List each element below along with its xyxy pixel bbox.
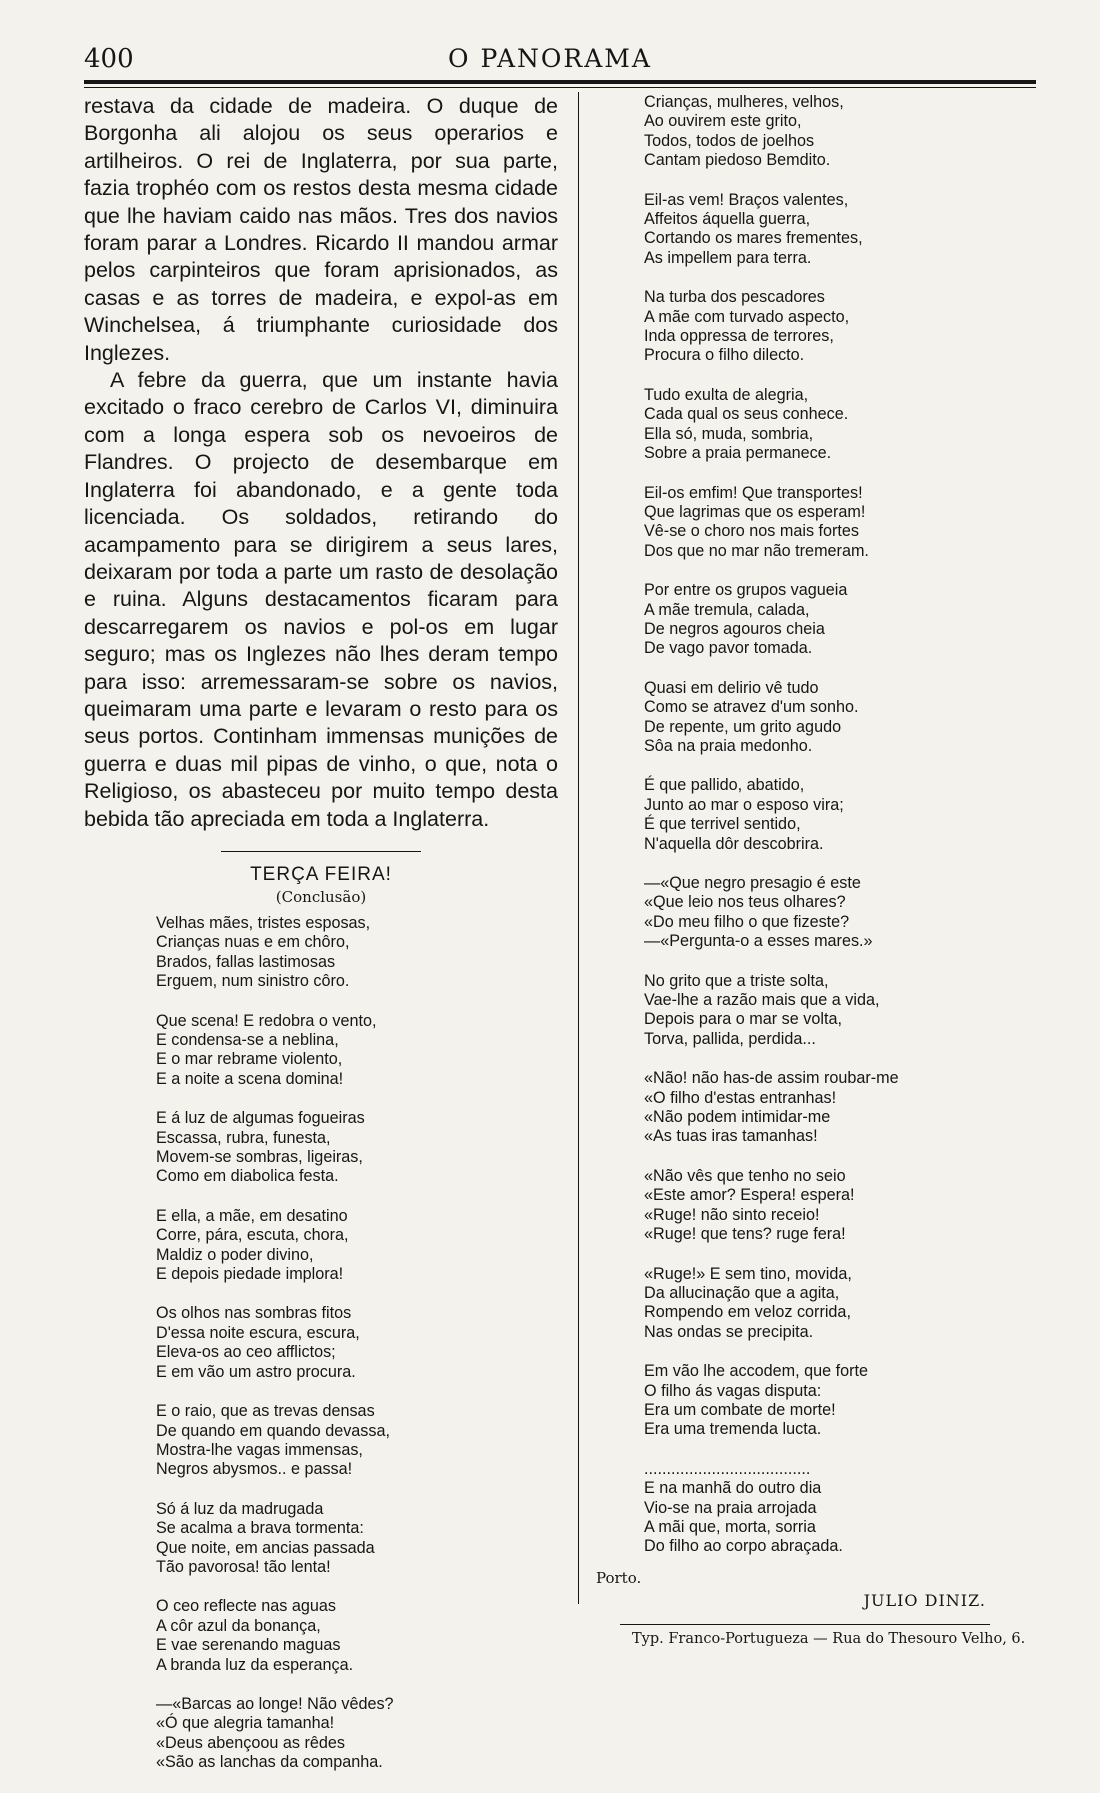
poem-line: Mostra-lhe vagas immensas,	[156, 1440, 363, 1459]
poem-line: «Este amor? Espera! espera!	[644, 1186, 855, 1205]
poem-line: A mãe tremula, calada,	[644, 600, 810, 619]
poem-line: Rompendo em veloz corrida,	[644, 1303, 851, 1322]
poem-line: «Do meu filho o que fizeste?	[644, 912, 850, 931]
poem-stanza	[644, 972, 1036, 1050]
poem-line: No grito que a triste solta,	[644, 971, 829, 990]
poem-stanza	[156, 1207, 558, 1285]
poem-line: Só á luz da madrugada	[156, 1499, 324, 1518]
poem-line: O filho ás vagas disputa:	[644, 1381, 822, 1400]
poem-line: Que scena! E redobra o vento,	[156, 1011, 377, 1030]
poem-stanza	[644, 1167, 1036, 1245]
poem-line: «As tuas iras tamanhas!	[644, 1127, 818, 1146]
poem-line: Eil-os emfim! Que transportes!	[644, 483, 863, 502]
poem-stanza	[644, 581, 1036, 659]
poem-line: Quasi em delirio vê tudo	[644, 678, 819, 697]
poem-line: Como se atravez d'um sonho.	[644, 698, 859, 717]
poem-line: Em vão lhe accodem, que forte	[644, 1362, 869, 1381]
header-rule-thin	[84, 87, 1036, 88]
poem-author-signature: JULIO DINIZ.	[863, 1590, 986, 1610]
poem-stanza	[644, 288, 1036, 366]
poem-line: É que pallido, abatido,	[644, 776, 805, 795]
poem-line: «Ruge!» E sem tino, movida,	[644, 1264, 852, 1283]
poem-line: Vê-se o choro nos mais fortes	[644, 522, 860, 541]
header-rule-thick	[84, 80, 1036, 84]
poem-line: Da allucinação que a agita,	[644, 1283, 840, 1302]
poem-line: N'aquella dôr descobrira.	[644, 834, 824, 853]
poem-line: Velhas mães, tristes esposas,	[156, 913, 371, 932]
poem-stanza	[156, 1402, 558, 1480]
page-number: 400	[84, 44, 134, 74]
poem-line: Todos, todos de joelhos	[644, 131, 815, 150]
poem-line: «Ruge! não sinto receio!	[644, 1205, 820, 1224]
poem-line: Eil-as vem! Braços valentes,	[644, 190, 849, 209]
poem-line: «O filho d'estas entranhas!	[644, 1088, 837, 1107]
poem-line: Como em diabolica festa.	[156, 1167, 339, 1186]
poem-line: Tudo exulta de alegria,	[644, 385, 809, 404]
poem-stanza	[156, 1109, 558, 1187]
poem-stanza	[156, 1500, 558, 1578]
poem-line: D'essa noite escura, escura,	[156, 1323, 360, 1342]
poem-line: «Ruge! que tens? ruge fera!	[644, 1225, 846, 1244]
poem-line: Dos que no mar não tremeram.	[644, 541, 869, 560]
poem-line: «Que leio nos teus olhares?	[644, 893, 846, 912]
poem-line: Cantam piedoso Bemdito.	[644, 151, 831, 170]
right-column	[596, 93, 1036, 1647]
poem-line: Procura o filho dilecto.	[644, 346, 805, 365]
poem-line: E vae serenando maguas	[156, 1636, 341, 1655]
poem-line: Na turba dos pescadores	[644, 288, 825, 307]
poem-line: Sôa na praia medonho.	[644, 736, 813, 755]
poem-right-stanzas	[596, 93, 1036, 1557]
poem-line: Era uma tremenda lucta.	[644, 1420, 822, 1439]
poem-line: Affeitos áquella guerra,	[644, 210, 811, 229]
poem-line: Cada qual os seus conhece.	[644, 405, 849, 424]
poem-line: E á luz de algumas fogueiras	[156, 1109, 365, 1128]
poem-stanza	[644, 1069, 1036, 1147]
poem-place: Porto.	[596, 1568, 642, 1587]
poem-line: Por entre os grupos vagueia	[644, 581, 848, 600]
poem-line: Crianças nuas e em chôro,	[156, 933, 350, 952]
poem-stanza	[644, 1362, 1036, 1440]
article-paragraph: A febre da guerra, que um instante havia excitado o fraco cerebro de Carlos VI, diminuira com a longa espera sob os nevoeiros de Flandres. O projecto de desembarque em Inglaterra foi abandonado, e a gente toda licenciada. Os soldados, retirando do acampamento para se dirigirem a seus lares, deixaram por toda a parte um rasto de desolação e ruina. Alguns destacamentos ficaram para descarregarem os navios e pol-os em lugar seguro; mas os Inglezes não lhes deram tempo para isso: arremessaram-se sobre os navios, queimaram uma parte e levaram o resto para os seus portos. Continham immensas munições de guerra e duas mil pipas de vinho, o que, nota o Religioso, os abasteceu por muito tempo desta bebida tão apreciada em toda a Inglaterra.	[84, 368, 558, 831]
poem-line: O ceo reflecte nas aguas	[156, 1597, 336, 1616]
poem-line: Sobre a praia permanece.	[644, 444, 832, 463]
poem-stanza	[644, 679, 1036, 757]
poem-line: Ella só, muda, sombria,	[644, 424, 814, 443]
poem-stanza	[644, 1460, 1036, 1557]
poem-line: Depois para o mar se volta,	[644, 1010, 842, 1029]
poem-line: Escassa, rubra, funesta,	[156, 1128, 331, 1147]
poem-line: E o raio, que as trevas densas	[156, 1402, 375, 1421]
poem-line: Ao ouvirem este grito,	[644, 112, 802, 131]
poem-line: —«Barcas ao longe! Não vêdes?	[156, 1694, 394, 1713]
poem-line: Crianças, mulheres, velhos,	[644, 93, 844, 111]
poem-line: «Não vês que tenho no seio	[644, 1166, 846, 1185]
poem-line: Maldiz o poder divino,	[156, 1245, 314, 1264]
poem-line: E o mar rebrame violento,	[156, 1050, 343, 1069]
poem-line: De quando em quando devassa,	[156, 1421, 390, 1440]
poem-stanza	[156, 914, 558, 992]
poem-stanza	[644, 874, 1036, 952]
left-column	[84, 93, 558, 1793]
poem-line: E depois piedade implora!	[156, 1265, 344, 1284]
poem-stanza	[156, 1304, 558, 1382]
poem-line: Vio-se na praia arrojada	[644, 1498, 817, 1517]
poem-stanza	[156, 1012, 558, 1090]
poem-line: Erguem, num sinistro côro.	[156, 972, 350, 991]
poem-line: Eleva-os ao ceo afflictos;	[156, 1343, 336, 1362]
poem-line: Se acalma a brava tormenta:	[156, 1519, 364, 1538]
column-divider	[578, 92, 579, 1604]
poem-line: Nas ondas se precipita.	[644, 1322, 814, 1341]
poem-line: Torva, pallida, perdida...	[644, 1029, 816, 1048]
poem-stanza	[644, 191, 1036, 269]
poem-stanza	[644, 776, 1036, 854]
poem-stanza	[644, 1265, 1036, 1343]
poem-line: E em vão um astro procura.	[156, 1362, 356, 1381]
poem-line: As impellem para terra.	[644, 248, 812, 267]
poem-line: De negros agouros cheia	[644, 619, 825, 638]
poem-line: A mãi que, morta, sorria	[644, 1517, 816, 1536]
poem-line: Negros abysmos.. e passa!	[156, 1460, 353, 1479]
poem-line: E condensa-se a neblina,	[156, 1031, 339, 1049]
poem-line: «Ó que alegria tamanha!	[156, 1714, 335, 1733]
article-text	[84, 93, 558, 833]
poem-stanza	[156, 1597, 558, 1675]
poem-line: A branda luz da esperança.	[156, 1655, 354, 1674]
printer-imprint: Typ. Franco-Portugueza — Rua do Thesouro Velho, 6.	[632, 1630, 1026, 1647]
poem-line: E a noite a scena domina!	[156, 1069, 344, 1088]
section-separator	[221, 851, 421, 852]
poem-stanza	[644, 386, 1036, 464]
poem-line: Movem-se sombras, ligeiras,	[156, 1148, 363, 1167]
poem-line: Junto ao mar o esposo vira;	[644, 795, 844, 814]
poem-line: Que noite, em ancias passada	[156, 1538, 375, 1557]
poem-stanza	[644, 484, 1036, 562]
poem-line: Inda oppressa de terrores,	[644, 327, 834, 346]
poem-subtitle: (Conclusão)	[275, 887, 367, 906]
poem-line: .....................................	[644, 1459, 811, 1478]
poem-line: E na manhã do outro dia	[644, 1479, 822, 1498]
poem-line: —«Que negro presagio é este	[644, 874, 861, 892]
imprint-rule	[620, 1624, 990, 1625]
poem-line: «Não! não has-de assim roubar-me	[644, 1069, 899, 1088]
poem-line: —«Pergunta-o a esses mares.»	[644, 932, 873, 951]
poem-line: A mãe com turvado aspecto,	[644, 307, 850, 326]
poem-line: E ella, a mãe, em desatino	[156, 1206, 348, 1225]
poem-title: TERÇA FEIRA!	[250, 863, 392, 885]
article-paragraph: restava da cidade de madeira. O duque de Borgonha ali alojou os seus operarios e artilheiros. O rei de Inglaterra, por sua parte, fazia trophéo com os restos desta mesma cidade que lhe haviam caido nas mãos. Tres dos navios foram parar a Londres. Ricardo II mandou armar pelos carpinteiros que foram aprisionados, as casas e as torres de madeira, e expol-as em Winchelsea, á triumphante curiosidade dos Inglezes.	[84, 94, 558, 365]
poem-line: Corre, pára, escuta, chora,	[156, 1226, 349, 1245]
poem-stanza	[644, 93, 1036, 171]
poem-line: «Deus abençoou as rêdes	[156, 1733, 345, 1752]
poem-stanza	[156, 1695, 558, 1773]
poem-line: Os olhos nas sombras fitos	[156, 1304, 352, 1323]
poem-line: Que lagrimas que os esperam!	[644, 502, 866, 521]
poem-line: Brados, fallas lastimosas	[156, 952, 336, 971]
poem-line: Do filho ao corpo abraçada.	[644, 1537, 843, 1556]
poem-line: De vago pavor tomada.	[644, 639, 813, 658]
poem-line: Tão pavorosa! tão lenta!	[156, 1557, 331, 1576]
journal-title: O PANORAMA	[448, 44, 652, 73]
poem-line: De repente, um grito agudo	[644, 717, 842, 736]
poem-line: Era um combate de morte!	[644, 1400, 836, 1419]
poem-line: «Não podem intimidar-me	[644, 1108, 831, 1127]
poem-line: É que terrivel sentido,	[644, 815, 801, 834]
poem-line: Cortando os mares frementes,	[644, 229, 863, 248]
poem-line: A côr azul da bonança,	[156, 1616, 321, 1635]
poem-left-stanzas	[84, 914, 558, 1773]
poem-line: Vae-lhe a razão mais que a vida,	[644, 991, 880, 1010]
poem-line: «São as lanchas da companha.	[156, 1753, 383, 1772]
